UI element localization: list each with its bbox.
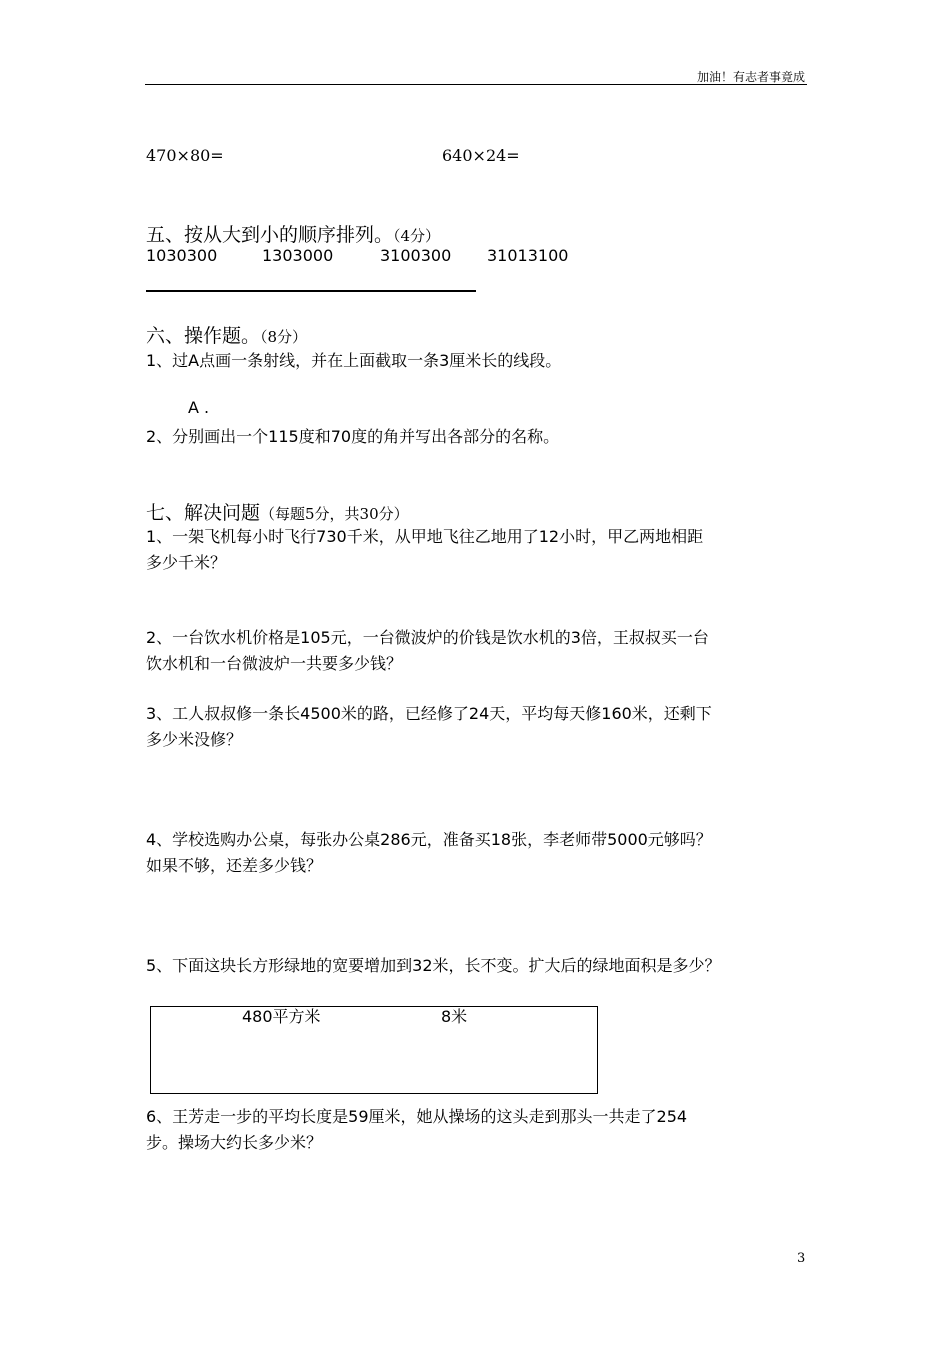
section6-question-2: 2、分别画出一个115度和70度的角并写出各部分的名称。 (146, 427, 560, 446)
section7-q6-line2: 步。操场大约长多少米？ (146, 1133, 323, 1152)
section5-number-1: 1030300 (146, 246, 218, 265)
point-a-label: A . (188, 398, 210, 417)
answer-blank-line (146, 290, 476, 292)
section5-number-3: 3100300 (380, 246, 452, 265)
section5-points: （4分） (393, 227, 441, 245)
section6-title: 六、操作题。 (146, 325, 261, 347)
section7-q3-line1: 3、工人叔叔修一条长4500米的路，已经修了24天，平均每天修160米，还剩下 (146, 704, 712, 723)
section7-q2-line1: 2、一台饮水机价格是105元，一台微波炉的价钱是饮水机的3倍，王叔叔买一台 (146, 628, 709, 647)
section5-number-4: 31013100 (487, 246, 569, 265)
header-motto: 加油！有志者事竟成 (696, 70, 805, 84)
section7-q1-line2: 多少千米？ (146, 553, 227, 572)
section5-title: 五、按从大到小的顺序排列。 (146, 224, 394, 246)
section6-heading (146, 321, 307, 348)
calc-item-2: 640×24= (442, 146, 520, 165)
area-label: 480平方米 (242, 1007, 321, 1026)
green-field-rectangle (150, 1006, 598, 1094)
section5-heading (146, 220, 440, 247)
header-rule (145, 84, 807, 85)
section7-q4-line1: 4、学校选购办公桌，每张办公桌286元，准备买18张，李老师带5000元够吗？ (146, 830, 712, 849)
section7-q1-line1: 1、一架飞机每小时飞行730千米，从甲地飞往乙地用了12小时，甲乙两地相距 (146, 527, 704, 546)
section6-question-1: 1、过A点画一条射线，并在上面截取一条3厘米长的线段。 (146, 351, 562, 370)
section7-q6-line1: 6、王芳走一步的平均长度是59厘米，她从操场的这头走到那头一共走了254 (146, 1107, 688, 1126)
section7-heading (146, 498, 409, 525)
section7-title: 七、解决问题 (146, 502, 261, 524)
section7-q2-line2: 饮水机和一台微波炉一共要多少钱？ (146, 654, 403, 673)
section7-q4-line2: 如果不够，还差多少钱？ (146, 856, 323, 875)
width-label: 8米 (441, 1007, 468, 1026)
section5-number-2: 1303000 (262, 246, 334, 265)
page-number: 3 (797, 1251, 806, 1266)
calc-item-1: 470×80= (146, 146, 224, 165)
section7-q3-line2: 多少米没修？ (146, 730, 243, 749)
section6-points: （8分） (260, 328, 308, 346)
section7-points: （每题5分，共30分） (260, 505, 409, 523)
section7-q5-line1: 5、下面这块长方形绿地的宽要增加到32米，长不变。扩大后的绿地面积是多少？ (146, 956, 721, 975)
